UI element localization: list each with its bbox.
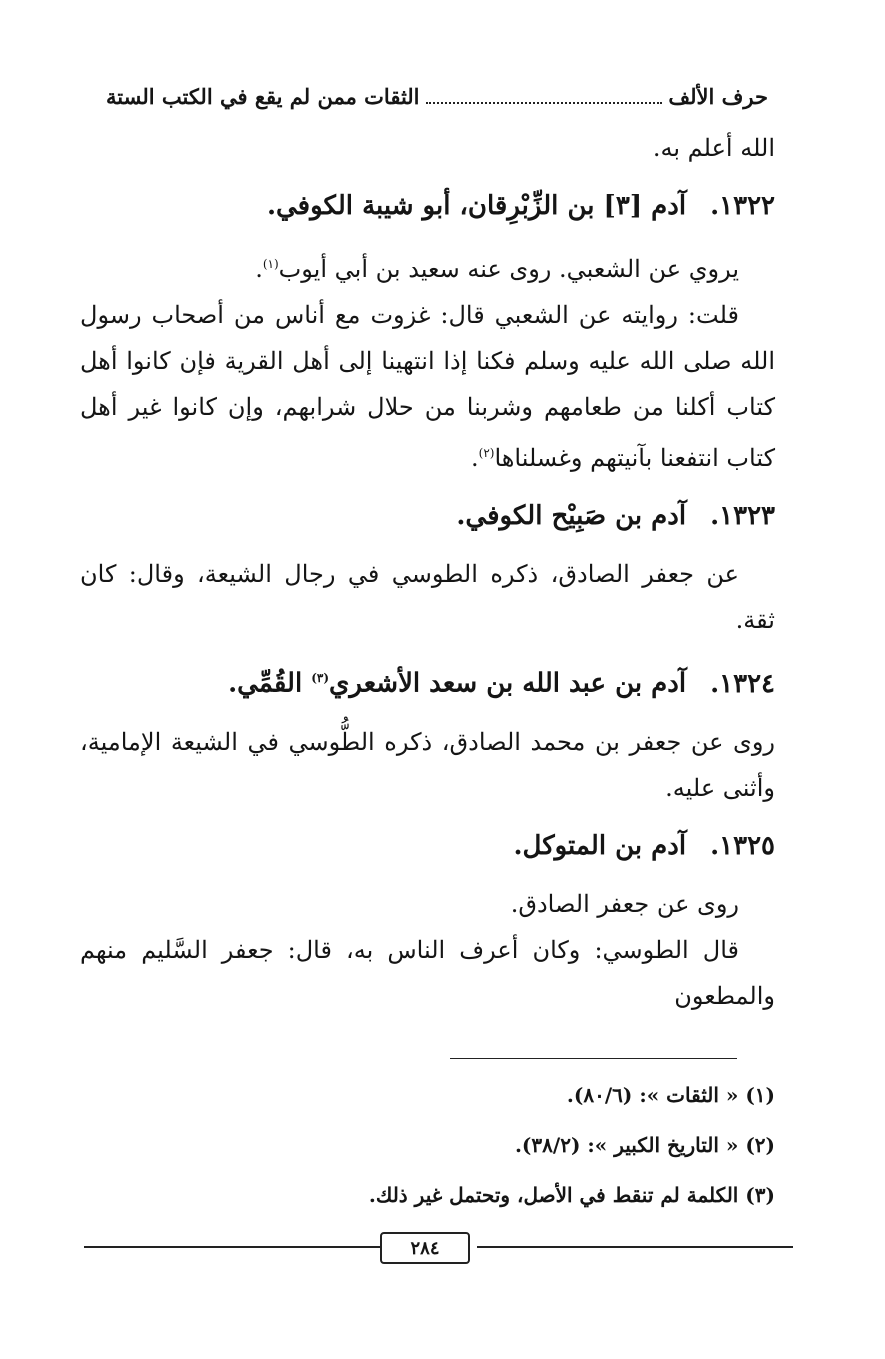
paragraph-4: روى عن جعفر بن محمد الصادق، ذكره الطُّوسي في الشيعة الإمامية، وأثنى عليه. [80,727,775,802]
entry-1324 [80,643,775,719]
header-dots [426,88,663,104]
footer-rule-left [84,1246,380,1248]
paragraph-text: قلت: روايته عن الشعبي قال: غزوت مع أناس من أصحاب رسول الله صلى الله عليه وسلم فكنا إذا انتهينا إلى أهل القرية فإن كانوا أهل كتاب أكلنا من طعامهم وشربنا من حلال شرابهم، وإن كانوا غير أهل كتاب انتفعنا بآنيتهم وغسلناها [80,301,776,472]
entry-1323 [80,481,775,551]
page-footer [84,1232,793,1262]
footnote-ref-3: (٣) [311,671,330,685]
footnote-3: (٣) الكلمة لم تنقط في الأصل، وتحتمل غير ذلك. [368,1183,775,1207]
entry-name: آدم بن المتوكل. [513,830,687,861]
entry-number: ١٣٢٣. [710,501,775,531]
paragraph-text: يروي عن الشعبي. روى عنه سعيد بن أبي أيوب [278,255,739,283]
footer-rule-right [477,1246,793,1248]
footnotes [80,1070,775,1220]
entry-number: ١٣٢٤. [710,668,775,699]
header-chapter: حرف الألف [668,83,768,109]
paragraph-6: قال الطوسي: وكان أعرف الناس به، قال: جعفر السَّليم منهم والمطعون [80,935,775,1010]
paragraph-0: الله أعلم به. [652,134,775,162]
paragraph-3: عن جعفر الصادق، ذكره الطوسي في رجال الشيعة، وقال: كان ثقة. [80,560,775,634]
footnote-separator [450,1058,737,1059]
entry-number: ١٣٢٥. [710,830,775,861]
footnote-1: (١) « الثقات »: (٨٠/٦). [566,1083,775,1107]
entry-name: آدم بن صَبِيْح الكوفي. [456,501,687,531]
header-book-title: الثقات ممن لم يقع في الكتب الستة [106,83,420,109]
page-number: ٢٨٤ [380,1232,470,1264]
entry-1322 [80,171,775,241]
footnote-2: (٢) « التاريخ الكبير »: (٣٨/٢). [514,1133,775,1157]
entry-1325 [80,811,775,881]
paragraph-1: يروي عن الشعبي. روى عنه سعيد بن أبي أيوب$^{(١)}$. [255,255,739,283]
running-header [106,76,768,116]
page-body [80,125,775,1019]
paragraph-2: قلت: روايته عن الشعبي قال: غزوت مع أناس من أصحاب رسول الله صلى الله عليه وسلم فكنا إذا انتهينا إلى أهل القرية فإن كانوا أهل كتاب أكلنا من طعامهم وشربنا من حلال شرابهم، وإن كانوا غير أهل كتاب انتفعنا بآنيتهم وغسلناها$^{(٢)}$. [80,301,776,472]
entry-name: آدم [٣] بن الزِّبْرِقان، أبو شيبة الكوفي. [266,191,687,221]
footnote-ref-1: (١) [262,257,279,271]
entry-name: آدم بن عبد الله بن سعد الأشعري [329,668,687,699]
entry-name-suffix: القُمِّي. [228,668,312,699]
footnote-ref-2: (٢) [478,446,495,460]
paragraph-5: روى عن جعفر الصادق. [510,889,739,918]
entry-number: ١٣٢٢. [710,191,775,221]
